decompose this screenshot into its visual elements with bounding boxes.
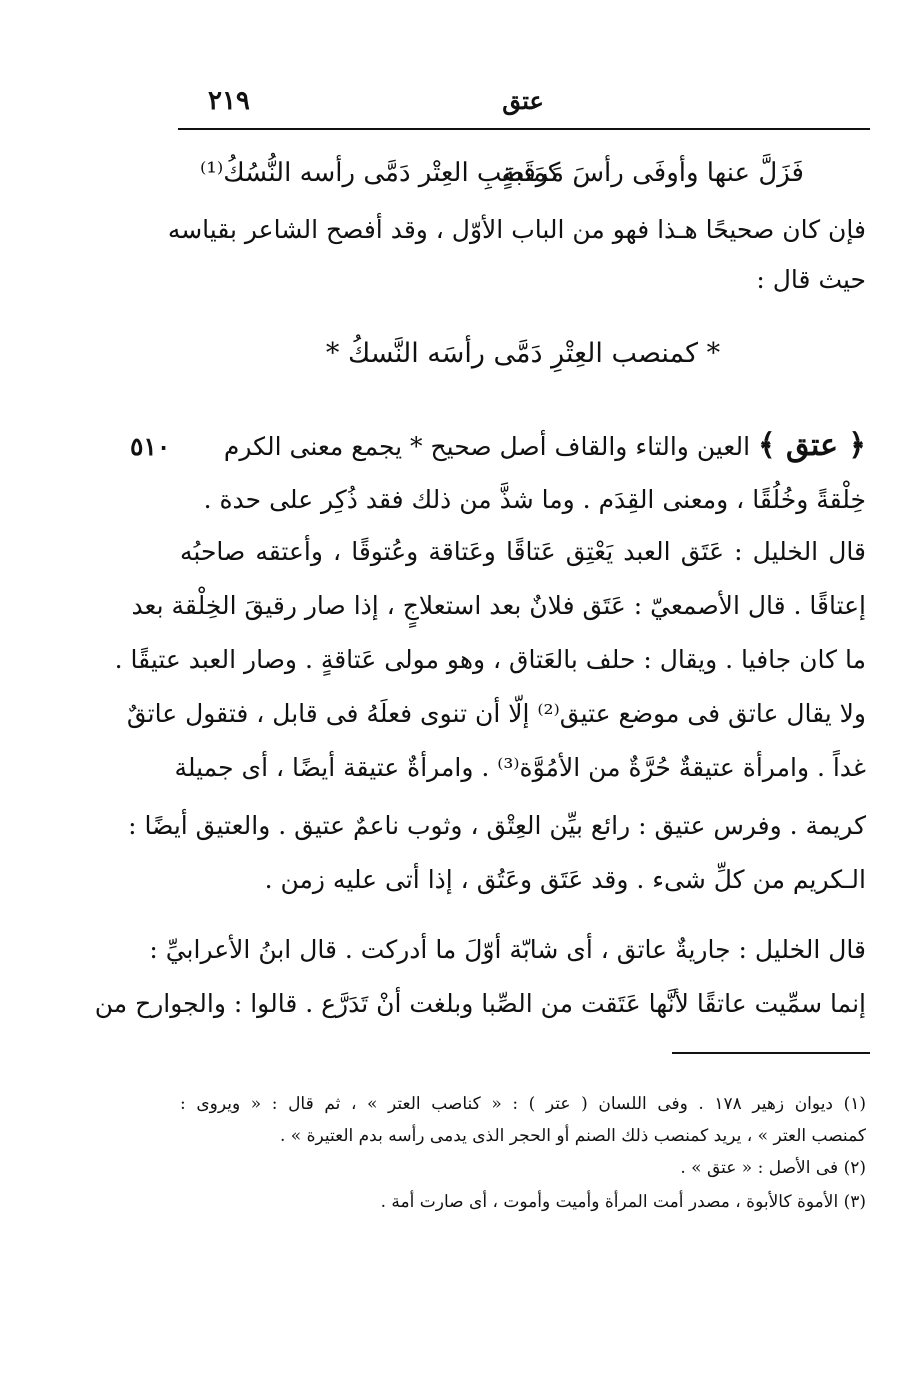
- paragraph-line: ولا يقال عاتق فى موضع عتيق⁽²⁾ إلّا أن تنوى فعلَهُ فى قابل ، فتقول عاتقٌ: [126, 699, 866, 728]
- paragraph-line: ما كان جافيا . ويقال : حلف بالعَتاق ، وهو مولى عَتاقةٍ . وصار العبد عتيقًا .: [114, 645, 866, 674]
- entry-first-line-text: العين والتاء والقاف أصل صحيح * يجمع معنى الكرم: [223, 432, 751, 461]
- paragraph-line: غداً . وامرأة عتيقةٌ حُرَّةٌ من الأمُوَّة⁽³⁾ . وامرأةٌ عتيقة أيضًا ، أى جميلة: [174, 753, 866, 782]
- header-rule: [178, 128, 870, 130]
- page-number: ٢١٩: [208, 86, 250, 116]
- paragraph-line: قال الخليل : جاريةٌ عاتق ، أى شابّة أوّلَ ما أدركت . قال ابنُ الأعرابيِّ :: [149, 935, 866, 964]
- verse-line-1: [200, 158, 804, 198]
- entry-number: ٥١٠: [130, 432, 171, 461]
- paragraph-line: الـكريم من كلِّ شىء . وقد عَتَق وعَتُق ، إذا أتى عليه زمن .: [264, 865, 866, 894]
- verse-hemistich-second: كمَنصَبِ العِتْر دَمَّى رأسه النُّسُكُ⁽¹⁾: [200, 158, 561, 188]
- paragraph-line: إعتاقًا . قال الأصمعيّ : عَتَق فلانٌ بعد استعلاجٍ ، إذا صار رقيقَ الخِلْقة بعد: [131, 591, 866, 620]
- verse-hemistich-first: فَزَلَّ عنها وأوفَى رأسَ مَرقَبةٍ: [501, 158, 804, 188]
- page-header: [178, 82, 868, 122]
- entry-second-line: خِلْقةً وخُلُقًا ، ومعنى القِدَم . وما شذَّ من ذلك فقد ذُكِر على حدة .: [203, 485, 866, 514]
- footnote-rule: [672, 1052, 870, 1054]
- footnote-line: كمنصب العتر » ، يريد كمنصب ذلك الصنم أو الحجر الذى يدمى رأسه بدم العتيرة » .: [279, 1126, 866, 1146]
- entry-headword: ﴿ عتق ﴾: [757, 428, 866, 463]
- footnote-line: (٢) فى الأصل : « عتق » .: [680, 1158, 866, 1178]
- paragraph-line: إنما سمِّيت عاتقًا لأنَّها عَتَقت من الصِّبا وبلغت أنْ تَدَرَّع . قالوا : والجوارح من: [94, 989, 866, 1018]
- body-line: حيث قال :: [756, 265, 866, 294]
- entry-first-line: [223, 428, 866, 465]
- body-line: فإن كان صحيحًا هـذا فهو من الباب الأوّل ، وقد أفصح الشاعر بقياسه: [167, 215, 866, 244]
- quoted-verse: * كمنصب العِتْرِ دَمَّى رأسَه النَّسكُ *: [325, 338, 721, 369]
- running-title: عتق: [502, 86, 544, 115]
- footnote-line: (١) ديوان زهير ١٧٨ . وفى اللسان ( عتر ) : « كناصب العتر » ، ثم قال : « ويروى :: [180, 1094, 866, 1114]
- paragraph-line: قال الخليل : عَتَق العبد يَعْتِق عَتاقًا وعَتاقة وعُتوقًا ، وأعتقه صاحبُه: [180, 537, 866, 566]
- footnote-line: (٣) الأموة كالأبوة ، مصدر أمت المرأة وأميت وأموت ، أى صارت أمة .: [380, 1192, 866, 1212]
- paragraph-line: كريمة . وفرس عتيق : رائع بيِّن العِتْق ، وثوب ناعمٌ عتيق . والعتيق أيضًا :: [128, 811, 866, 840]
